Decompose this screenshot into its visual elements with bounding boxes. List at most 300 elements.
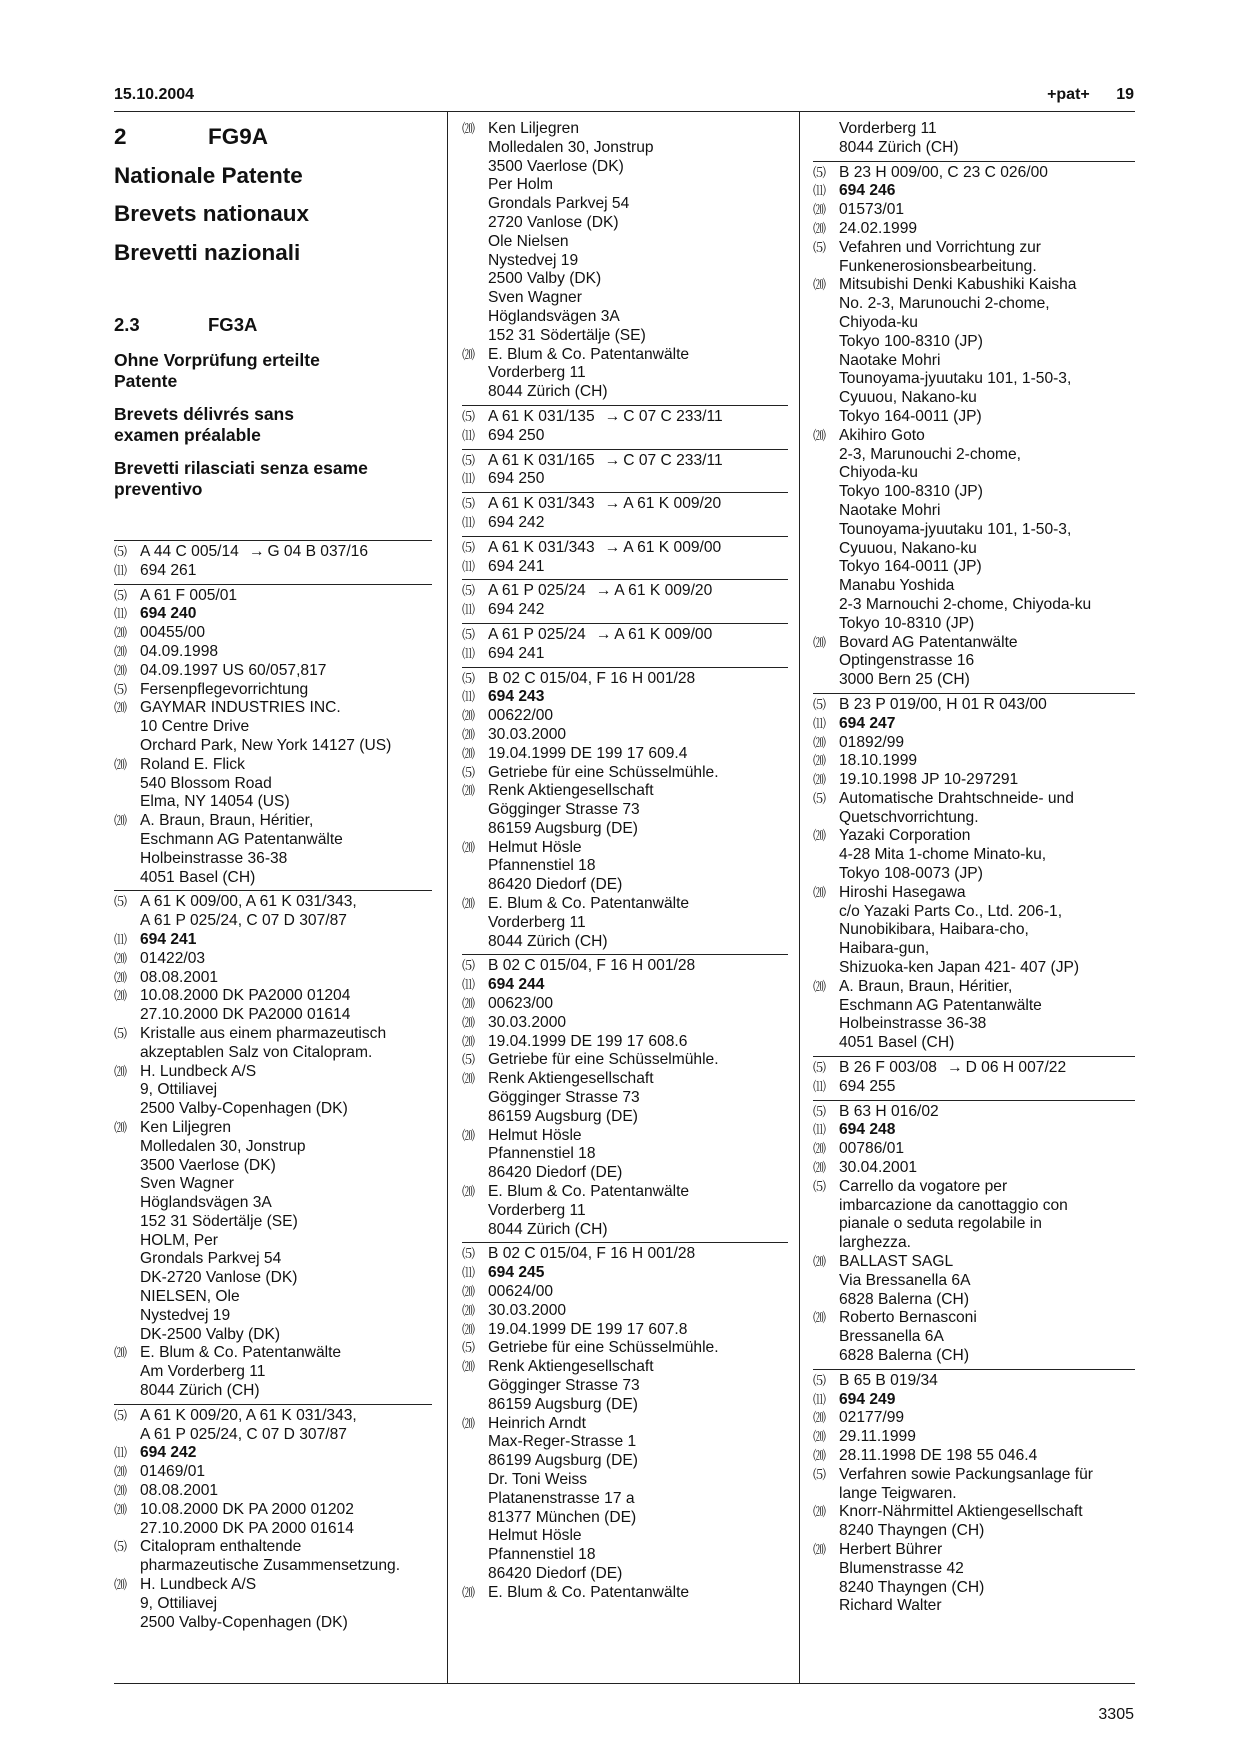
inid-code-icon: ⒇ [813,1504,827,1520]
cross-reference: A 61 K 009/00 [614,625,713,643]
entry-field-value [839,1409,1135,1428]
inid-code-icon: ⒇ [813,634,827,650]
field-text: 694 240 [140,605,197,623]
inid-code-icon: ⑸ [114,681,128,697]
patent-entry [462,1243,788,1605]
subsection-code: FG3A [208,314,258,335]
entry-field-value [140,1344,432,1400]
subsection-number: 2.3 [114,314,140,335]
entry-field [813,1159,1135,1178]
field-text: Bovard AG Patentanwälte Optingenstrasse 16 3000 Bern 25 (CH) [839,633,1018,689]
field-text: Ken Liljegren Molledalen 30, Jonstrup 3500 Vaerlose (DK) Per Holm Grondals Parkvej 54 2720 Vanlose (DK) Ole Nielsen Nystedvej 19 2500 Valby (DK) Sven Wagner Höglandsvägen 3A 152 31 Södertälje (SE) [488,120,654,344]
entry-field [114,624,432,643]
field-text: A. Braun, Braun, Héritier, Eschmann AG Patentanwälte Holbeinstrasse 36-38 4051 Basel (CH) [839,977,1042,1052]
section-number: 2 [114,124,127,149]
field-text: Getriebe für eine Schüsselmühle. [488,1339,719,1357]
entry-field-value [488,495,788,514]
entry-field [462,764,788,783]
field-text: H. Lundbeck A/S 9, Ottiliavej 2500 Valby-Copenhagen (DK) [140,1062,348,1118]
field-text: B 26 F 003/08 [839,1059,937,1077]
entry-field [462,1033,788,1052]
field-text: 694 250 [488,470,545,488]
field-text: Renk Aktiengesellschaft Gögginger Strasse 73 86159 Augsburg (DE) [488,782,654,837]
entry-field-value [839,790,1135,828]
entry-field-value [488,452,788,471]
entry-field-value [488,408,788,427]
inid-code-icon: ⒇ [462,1184,476,1200]
inid-code-icon: ⒇ [114,1464,128,1480]
entry-field-value [140,681,432,700]
entry-field [462,1339,788,1358]
entry-field [462,839,788,895]
entry-field-value [839,978,1135,1053]
entry-field-value [140,1501,432,1539]
field-text: Vefahren und Vorrichtung zur Funkenerosionsbearbeitung. [839,238,1041,275]
entry-field-value [839,201,1135,220]
subsection-title-fr: Brevets délivrés sans examen préalable [114,404,294,445]
field-text: 694 245 [488,1264,545,1282]
field-text: 01469/01 [140,1463,206,1481]
column-2 [462,118,788,1606]
footer-rule [114,1683,1135,1684]
entry-field-value [140,624,432,643]
inid-code-icon: ⒇ [462,1584,476,1600]
field-text: Vorderberg 11 8044 Zürich (CH) [839,120,959,156]
entry-field [114,893,432,931]
field-text: Knorr-Nährmittel Aktiengesellschaft 8240 Thayngen (CH) [839,1503,1083,1540]
cross-reference: A 61 K 009/20 [614,582,713,600]
patent-entry [813,694,1135,1057]
field-text: Akihiro Goto 2-3, Marunouchi 2-chome, Chiyoda-ku Tokyo 100-8310 (JP) Naotake Mohri Tounoyama-jyuutaku 101, 1-50-3, Cyuuou, Nakano-ku Tokyo 164-0011 (JP) Manabu Yoshida 2-3 Marnouchi 2-chome, Chiyoda-ku Tokyo 10-8310 (JP) [839,426,1092,632]
entry-field [813,1428,1135,1447]
entry-field-value [839,1059,1135,1078]
field-text: 30.04.2001 [839,1159,918,1177]
entry-field [462,1358,788,1414]
entry-field [462,120,788,346]
entry-field-value [140,643,432,662]
patent-entry [462,668,788,956]
entry-field-value [488,1014,788,1033]
inid-code-icon: ⒇ [114,700,128,716]
entries-column-3 [813,118,1135,1619]
entry-field [114,1344,432,1400]
inid-code-icon: ⑸ [462,1246,476,1262]
field-text: Verfahren sowie Packungsanlage für lange Teigwaren. [839,1465,1093,1502]
entry-field [813,752,1135,771]
inid-code-icon: ⒇ [114,950,128,966]
field-text: 00786/01 [839,1140,905,1158]
entry-field-value [839,827,1135,883]
inid-code-icon: ⒇ [114,1345,128,1361]
entry-field [114,1501,432,1539]
entry-field-value [140,893,432,931]
inid-code-icon: ⒇ [813,202,827,218]
entry-field [462,1183,788,1239]
entry-field [813,1409,1135,1428]
field-text: 694 250 [488,426,545,444]
inid-code-icon: ⒇ [813,772,827,788]
inid-code-icon: ⒇ [114,813,128,829]
inid-code-icon: ⒇ [114,662,128,678]
publication-name: +pat+ [1047,86,1090,103]
entry-field-value [140,543,432,562]
inid-code-icon: ⒇ [813,1141,827,1157]
entry-field [813,201,1135,220]
inid-code-icon: ⑸ [813,1178,827,1194]
arrow-right-icon: → [595,625,612,643]
entry-field-value [839,1466,1135,1504]
entry-field [813,1391,1135,1410]
arrow-right-icon: → [604,495,621,513]
entry-field [462,514,788,533]
inid-code-icon: ⒇ [813,1447,827,1463]
field-text: Helmut Hösle Pfannenstiel 18 86420 Diedorf (DE) [488,1126,623,1182]
entry-field-value [839,1309,1135,1365]
entry-field-value [488,427,788,446]
entry-field [462,745,788,764]
cross-reference: G 04 B 037/16 [267,543,369,560]
field-text: B 02 C 015/04, F 16 H 001/28 [488,1245,696,1263]
inid-code-icon: ⒇ [462,346,476,362]
field-text: Automatische Drahtschneide- und Quetschvorrichtung. [839,789,1074,826]
entry-field-value [839,734,1135,753]
entry-field-value [140,756,432,812]
entry-field [813,715,1135,734]
field-text: Roberto Bernasconi Bressanella 6A 6828 Balerna (CH) [839,1309,977,1364]
inid-code-icon: ⑸ [462,496,476,512]
entry-field-value [488,745,788,764]
field-text: Roland E. Flick 540 Blossom Road Elma, NY 14054 (US) [140,755,290,811]
entry-field-value [488,995,788,1014]
entry-field [114,969,432,988]
inid-code-icon: ⒇ [813,753,827,769]
arrow-right-icon: → [946,1059,963,1077]
section-code: FG9A [208,124,269,149]
cross-reference: A 61 K 009/00 [623,538,722,556]
entry-field-value [488,539,788,558]
entry-field-value [488,1302,788,1321]
entry-field-value [488,1183,788,1239]
entry-field [462,1321,788,1340]
entry-field-value [140,969,432,988]
patent-entry [462,537,788,581]
entry-field-value [140,987,432,1025]
inid-code-icon: ⒇ [813,1254,827,1270]
field-text: 01573/01 [839,201,905,219]
entry-field [813,1103,1135,1122]
entry-field [114,1576,432,1632]
entry-field [462,995,788,1014]
field-text: 18.10.1999 [839,752,918,770]
entry-field-value [488,514,788,533]
field-text: Carrello da vogatore per imbarcazione da canottaggio con pianale o seduta regolabile in larghezza. [839,1177,1068,1252]
entry-field-value [839,427,1135,634]
entry-field-value [839,1140,1135,1159]
inid-code-icon: ⑸ [462,452,476,468]
inid-code-icon: ⒇ [462,1033,476,1049]
entry-field [813,696,1135,715]
entry-field [813,1466,1135,1504]
entry-field-value [839,634,1135,690]
field-text: 694 244 [488,976,545,994]
entry-field [813,220,1135,239]
inid-code-icon: ⒇ [462,1014,476,1030]
entry-field-value [839,1428,1135,1447]
inid-code-icon: ⑾ [114,1445,128,1461]
inid-code-icon: ⒇ [462,1359,476,1375]
section-title-it: Brevetti nazionali [114,239,301,265]
entry-field [813,164,1135,183]
field-text: 30.03.2000 [488,1013,567,1031]
entry-field [813,734,1135,753]
entry-field-value [839,1503,1135,1541]
inid-code-icon: ⒇ [813,884,827,900]
inid-code-icon: ⒇ [813,1410,827,1426]
entry-field-value [140,587,432,606]
field-text: Renk Aktiengesellschaft Gögginger Strasse 73 86159 Augsburg (DE) [488,1358,654,1413]
entry-field [462,539,788,558]
subsection-title-it: Brevetti rilasciati senza esame preventivo [114,458,368,499]
entry-field-value [839,1078,1135,1097]
patent-entry [114,891,432,1405]
entry-field-value [488,688,788,707]
patent-entry [813,162,1135,694]
entry-field [813,182,1135,201]
entry-field-value [839,771,1135,790]
entry-field [114,950,432,969]
field-text: H. Lundbeck A/S 9, Ottiliavej 2500 Valby-Copenhagen (DK) [140,1576,348,1631]
patent-entry [813,1370,1135,1619]
subsection-title-de: Ohne Vorprüfung erteilte Patente [114,350,320,391]
field-text: B 02 C 015/04, F 16 H 001/28 [488,957,696,975]
entry-field [462,346,788,402]
entry-field-value [140,1025,432,1063]
field-text: 29.11.1999 [839,1428,916,1446]
field-text: 00623/00 [488,995,554,1013]
inid-code-icon: ⑾ [462,1265,476,1281]
entry-field [462,470,788,489]
entry-field-value [839,1253,1135,1309]
inid-code-icon: ⑾ [813,183,827,199]
inid-code-icon: ⑸ [462,408,476,424]
entry-field [114,699,432,755]
page-header [114,86,1134,110]
field-text: A 61 K 031/343 [488,495,595,513]
patent-entry [114,541,432,585]
inid-code-icon: ⒇ [462,1415,476,1431]
cross-reference: C 07 C 233/11 [623,451,723,469]
entry-field-value [488,601,788,620]
header-right [1025,86,1134,104]
field-text: Heinrich Arndt Max-Reger-Strasse 1 86199 Augsburg (DE) Dr. Toni Weiss Platanenstrasse 17 a 81377 München (DE) Helmut Hösle Pfannenstiel 18 86420 Diedorf (DE) [488,1414,638,1582]
inid-code-icon: ⒇ [462,996,476,1012]
field-text: 30.03.2000 [488,1301,567,1319]
field-text: 00622/00 [488,707,554,725]
entry-field-value [488,1283,788,1302]
issue-date: 15.10.2004 [114,86,195,103]
inid-code-icon: ⑾ [813,1122,827,1138]
entry-field-value [488,726,788,745]
entry-field-value [488,1127,788,1183]
inid-code-icon: ⒇ [462,745,476,761]
inid-code-icon [813,120,839,158]
section-title-de: Nationale Patente [114,162,303,188]
arrow-right-icon: → [248,543,265,560]
cross-reference: A 61 K 009/20 [623,495,722,513]
inid-code-icon: ⒇ [813,1429,827,1445]
inid-code-icon: ⒇ [462,783,476,799]
entry-field [114,662,432,681]
field-text: 00455/00 [140,624,206,642]
patent-entry [462,580,788,624]
entry-field [813,1541,1135,1616]
patent-entry [462,406,788,450]
field-text: B 65 B 019/34 [839,1371,938,1389]
entry-field [813,1372,1135,1391]
entry-field [813,239,1135,277]
inid-code-icon: ⑸ [462,583,476,599]
inid-code-icon: ⒇ [114,756,128,772]
inid-code-icon: ⒇ [114,1501,128,1517]
inid-code-icon: ⑸ [462,626,476,642]
field-text: 10.08.2000 DK PA2000 01204 27.10.2000 DK PA2000 01614 [140,987,351,1024]
entry-field [462,688,788,707]
entry-field-value [488,782,788,838]
entry-field-value [140,562,432,581]
entry-field [462,1051,788,1070]
inid-code-icon: ⒇ [813,1541,827,1557]
inid-code-icon: ⑸ [462,1340,476,1356]
inid-code-icon: ⒇ [462,121,476,136]
field-text: 694 246 [839,182,896,200]
field-text: GAYMAR INDUSTRIES INC. 10 Centre Drive Orchard Park, New York 14127 (US) [140,699,392,754]
inid-code-icon: ⒇ [462,726,476,742]
field-text: 01422/03 [140,949,206,967]
entry-field [114,931,432,950]
entry-field-value [140,605,432,624]
inid-code-icon: ⑸ [813,790,827,806]
inid-code-icon: ⑸ [114,1025,128,1041]
inid-code-icon: ⑸ [813,239,827,255]
entry-field [114,681,432,700]
entry-field [813,1447,1135,1466]
inid-code-icon: ⒇ [813,1160,827,1176]
entry-field [462,1283,788,1302]
entry-field-value [488,1245,788,1264]
inid-code-icon: ⑾ [114,931,128,947]
inid-code-icon: ⒇ [462,1284,476,1300]
entry-field [462,670,788,689]
entry-field-value [839,884,1135,978]
inid-code-icon: ⒇ [114,1577,128,1593]
patent-entry [813,118,1135,162]
entry-field-value [839,715,1135,734]
field-text: 694 248 [839,1121,896,1139]
inid-code-icon: ⑸ [813,164,827,180]
entry-field [813,1503,1135,1541]
inid-code-icon: ⑾ [114,562,128,578]
entry-field-value [488,839,788,895]
entry-field [813,771,1135,790]
entry-field [114,562,432,581]
field-text: 694 242 [140,1444,197,1462]
inid-code-icon: ⑾ [462,977,476,993]
cross-reference: D 06 H 007/22 [965,1059,1067,1077]
entry-field-value [140,1576,432,1632]
inid-code-icon: ⒇ [813,734,827,750]
entry-field [114,605,432,624]
field-text: A 44 C 005/14 [140,543,239,560]
inid-code-icon: ⑾ [462,645,476,661]
entry-field-value [839,696,1135,715]
patent-entry [114,585,432,892]
entry-field [462,558,788,577]
field-text: E. Blum & Co. Patentanwälte Vorderberg 11 8044 Zürich (CH) [488,895,690,950]
entry-field [114,756,432,812]
inid-code-icon: ⒇ [462,708,476,724]
field-text: A 61 P 025/24 [488,625,586,643]
footer-page-number: 3305 [1098,1706,1134,1723]
inid-code-icon: ⒇ [813,1310,827,1326]
field-text: Herbert Bührer Blumenstrasse 42 8240 Thayngen (CH) Richard Walter [839,1540,985,1615]
inid-code-icon: ⒇ [114,625,128,641]
entry-field [813,1178,1135,1253]
entry-field-value [839,1103,1135,1122]
entry-field-value [488,1584,788,1603]
column-divider-2 [799,111,800,1683]
field-text: 694 261 [140,561,197,579]
inid-code-icon: ⑾ [462,471,476,487]
inid-code-icon: ⑾ [462,427,476,443]
field-text: 19.04.1999 DE 199 17 608.6 [488,1032,688,1050]
inid-code-icon: ⑸ [462,764,476,780]
inid-code-icon: ⑾ [813,715,827,731]
inid-code-icon: ⑸ [813,1466,827,1482]
field-text: A 61 K 031/165 [488,451,595,469]
inid-code-icon: ⒇ [462,1302,476,1318]
entry-field [114,1025,432,1063]
inid-code-icon: ⑾ [462,514,476,530]
entry-field [462,427,788,446]
entry-field [462,782,788,838]
inid-code-icon: ⒇ [462,1127,476,1143]
entry-field [462,726,788,745]
entry-field-value [839,1447,1135,1466]
entry-field-value [488,1339,788,1358]
inid-code-icon: ⑸ [114,544,128,559]
inid-code-icon: ⑾ [813,1391,827,1407]
arrow-right-icon: → [604,407,621,425]
inid-code-icon: ⑸ [114,1539,128,1555]
entry-field-value [140,1407,432,1445]
field-text: 04.09.1997 US 60/057,817 [140,661,327,679]
patent-entry [462,955,788,1243]
inid-code-icon: ⒇ [813,828,827,844]
entry-field [813,1309,1135,1365]
field-text: 08.08.2001 [140,1482,219,1500]
field-text: 19.10.1998 JP 10-297291 [839,771,1019,789]
entry-field [114,1063,432,1119]
entry-field-value [488,957,788,976]
entry-field-value [488,1070,788,1126]
arrow-right-icon: → [604,451,621,469]
entry-field [462,626,788,645]
inid-code-icon: ⒇ [813,220,827,236]
inid-code-icon: ⒇ [114,643,128,659]
header-page-number: 19 [1116,86,1134,103]
inid-code-icon: ⑸ [462,1052,476,1068]
inid-code-icon: ⑸ [813,1103,827,1119]
